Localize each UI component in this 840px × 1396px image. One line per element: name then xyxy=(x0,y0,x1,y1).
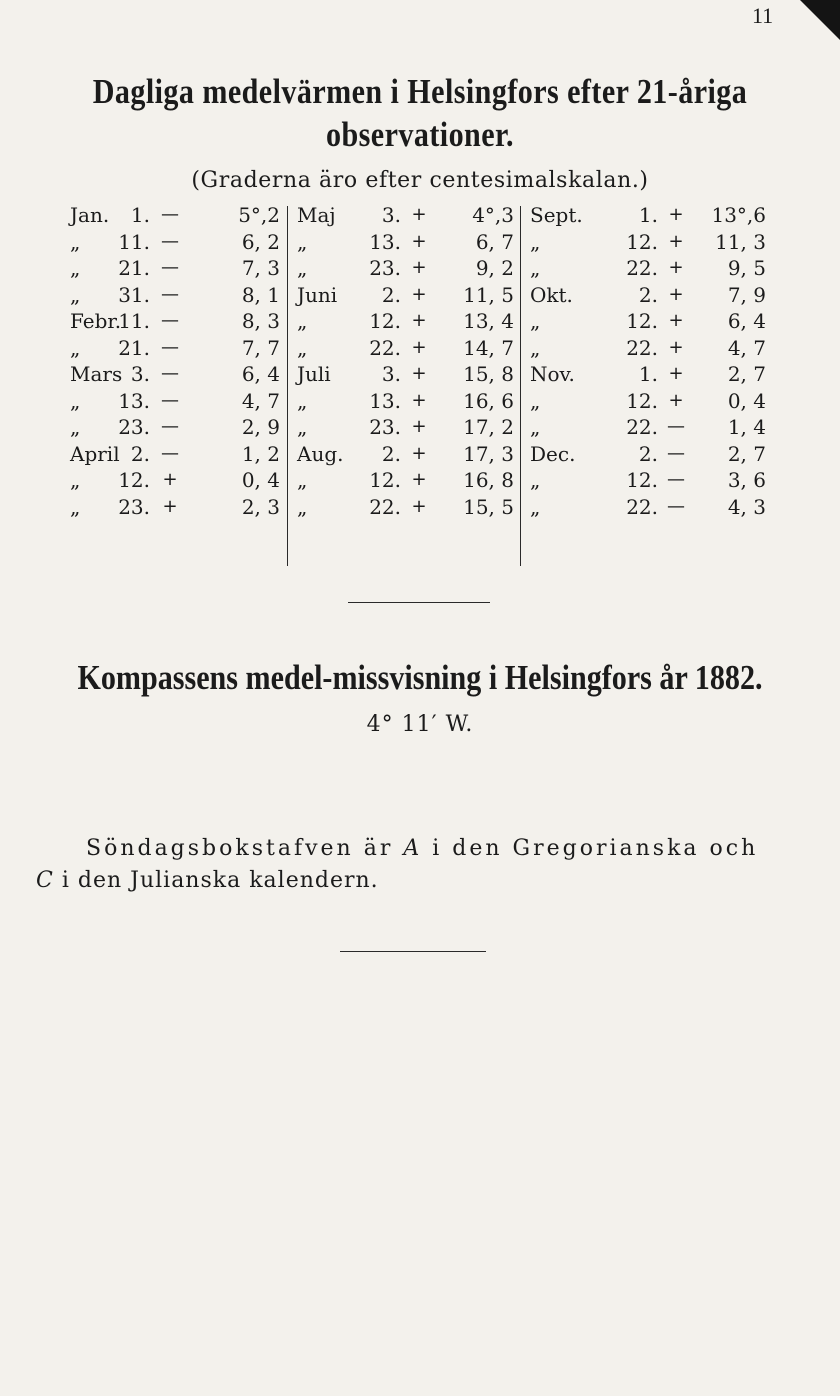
month-cell: „ xyxy=(297,388,308,413)
month-cell: „ xyxy=(530,335,541,360)
day-cell: 3. xyxy=(381,362,401,386)
value-cell: 15, 8 xyxy=(463,362,514,386)
month-cell: „ xyxy=(70,494,81,519)
sign-cell: — xyxy=(161,416,179,437)
month-cell: „ xyxy=(70,256,81,280)
month-cell: „ xyxy=(297,415,308,439)
table-row xyxy=(297,494,517,521)
month-cell: „ xyxy=(70,335,81,360)
sign-cell: + xyxy=(668,257,684,278)
month-cell: „ xyxy=(530,256,541,280)
table-row xyxy=(530,229,770,256)
month-cell: „ xyxy=(70,415,81,439)
day-cell: 2. xyxy=(638,282,658,307)
month-cell: „ xyxy=(297,335,308,360)
value-cell: 1, 2 xyxy=(241,441,280,466)
table-row xyxy=(297,388,517,415)
table-row xyxy=(297,335,517,362)
table-column-summer xyxy=(297,202,517,520)
day-cell: 22. xyxy=(369,335,401,360)
table-row xyxy=(70,441,285,468)
letter-a: A xyxy=(403,836,423,861)
day-cell: 3. xyxy=(130,362,150,386)
table-row xyxy=(530,361,770,388)
sign-cell: + xyxy=(411,336,427,358)
sign-cell: + xyxy=(411,204,427,225)
month-cell: Febr. xyxy=(70,309,122,333)
day-cell: 21. xyxy=(118,256,150,280)
table-row xyxy=(530,308,770,335)
sign-cell: — xyxy=(161,363,179,384)
sign-cell: — xyxy=(161,310,179,331)
value-cell: 16, 6 xyxy=(463,388,514,413)
sign-cell: + xyxy=(668,389,684,411)
day-cell: 13. xyxy=(369,388,401,413)
sign-cell: + xyxy=(668,230,684,252)
note-line-2 xyxy=(36,868,379,893)
month-cell: „ xyxy=(530,415,541,439)
day-cell: 3. xyxy=(381,203,401,227)
value-cell: 7, 3 xyxy=(241,256,280,280)
sign-cell: — xyxy=(667,495,685,517)
value-cell: 6, 4 xyxy=(727,309,766,333)
day-cell: 22. xyxy=(369,494,401,519)
day-cell: 22. xyxy=(626,256,658,280)
value-cell: 16, 8 xyxy=(463,468,514,492)
value-cell: 4, 7 xyxy=(727,335,766,360)
value-cell: 3, 6 xyxy=(727,468,766,492)
value-cell: 1, 4 xyxy=(727,415,766,439)
table-row xyxy=(530,414,770,441)
day-cell: 2. xyxy=(381,282,401,307)
page-number: 11 xyxy=(752,3,774,28)
day-cell: 12. xyxy=(118,468,150,492)
day-cell: 23. xyxy=(118,415,150,439)
table-row xyxy=(297,308,517,335)
month-cell: Okt. xyxy=(530,282,573,307)
table-row xyxy=(297,282,517,309)
sign-cell: + xyxy=(411,389,427,411)
table-row xyxy=(70,388,285,415)
table-row xyxy=(70,229,285,256)
sign-cell: + xyxy=(668,336,684,358)
sign-cell: + xyxy=(162,495,178,517)
day-cell: 22. xyxy=(626,335,658,360)
value-cell: 17, 2 xyxy=(463,415,514,439)
table-row xyxy=(530,255,770,282)
day-cell: 11. xyxy=(118,309,150,333)
sign-cell: + xyxy=(668,310,684,331)
month-cell: Nov. xyxy=(530,362,575,386)
month-cell: Dec. xyxy=(530,441,576,466)
divider-rule xyxy=(348,602,490,603)
day-cell: 13. xyxy=(118,388,150,413)
month-cell: Jan. xyxy=(70,203,110,227)
day-cell: 12. xyxy=(369,309,401,333)
declination-value: 4° 11′ W. xyxy=(366,712,474,737)
value-cell: 15, 5 xyxy=(463,494,514,519)
table-row xyxy=(70,467,285,494)
note-text: i den Gregorianska och xyxy=(422,836,759,861)
value-cell: 8, 3 xyxy=(241,309,280,333)
table-row xyxy=(530,388,770,415)
day-cell: 2. xyxy=(381,441,401,466)
table-row xyxy=(530,494,770,521)
month-cell: „ xyxy=(297,309,308,333)
table-column-winter xyxy=(70,202,285,520)
value-cell: 14, 7 xyxy=(463,335,514,360)
note-line-1 xyxy=(86,836,758,861)
value-cell: 7, 7 xyxy=(241,335,280,360)
month-cell: „ xyxy=(297,494,308,519)
day-cell: 31. xyxy=(118,282,150,307)
table-row xyxy=(297,255,517,282)
note-text: i den Julianska kalendern. xyxy=(53,868,379,893)
sign-cell: — xyxy=(667,416,685,437)
sign-cell: — xyxy=(161,204,179,225)
sign-cell: + xyxy=(411,469,427,490)
day-cell: 22. xyxy=(626,494,658,519)
day-cell: 2. xyxy=(130,441,150,466)
table-row xyxy=(530,467,770,494)
table-row xyxy=(530,202,770,229)
day-cell: 12. xyxy=(626,229,658,254)
page-corner-mark xyxy=(800,0,840,40)
month-cell: „ xyxy=(530,468,541,492)
value-cell: 2, 9 xyxy=(241,415,280,439)
sign-cell: + xyxy=(668,363,684,384)
table-row xyxy=(297,441,517,468)
sign-cell: — xyxy=(161,336,179,358)
sign-cell: — xyxy=(161,230,179,252)
day-cell: 11. xyxy=(118,229,150,254)
sign-cell: + xyxy=(162,469,178,490)
value-cell: 2, 7 xyxy=(727,441,766,466)
month-cell: Juni xyxy=(297,282,338,307)
day-cell: 21. xyxy=(118,335,150,360)
table-row xyxy=(530,441,770,468)
divider-rule xyxy=(340,951,486,952)
subtitle: (Graderna äro efter centesimalskalan.) xyxy=(191,168,649,193)
month-cell: „ xyxy=(530,229,541,254)
day-cell: 13. xyxy=(369,229,401,254)
sign-cell: — xyxy=(161,257,179,278)
day-cell: 23. xyxy=(118,494,150,519)
month-cell: „ xyxy=(70,229,81,254)
value-cell: 11, 3 xyxy=(715,229,766,254)
value-cell: 0, 4 xyxy=(727,388,766,413)
month-cell: „ xyxy=(70,468,81,492)
value-cell: 6, 2 xyxy=(241,229,280,254)
sign-cell: + xyxy=(411,257,427,278)
table-row xyxy=(70,335,285,362)
day-cell: 12. xyxy=(369,468,401,492)
day-cell: 2. xyxy=(638,441,658,466)
sign-cell: — xyxy=(161,442,179,464)
table-row xyxy=(530,335,770,362)
sign-cell: — xyxy=(667,442,685,464)
column-divider xyxy=(520,206,521,566)
value-cell: 17, 3 xyxy=(463,441,514,466)
table-row xyxy=(70,361,285,388)
table-row xyxy=(297,229,517,256)
sign-cell: + xyxy=(411,442,427,464)
month-cell: „ xyxy=(297,468,308,492)
value-cell: 7, 9 xyxy=(727,282,766,307)
day-cell: 23. xyxy=(369,256,401,280)
column-divider xyxy=(287,206,288,566)
section-heading: Kompassens medel-missvisning i Helsingfors år 1882. xyxy=(77,658,763,697)
sign-cell: — xyxy=(667,469,685,490)
page-title: Dagliga medelvärmen i Helsingfors efter 21-åriga xyxy=(92,72,748,111)
value-cell: 9, 5 xyxy=(727,256,766,280)
sign-cell: + xyxy=(668,204,684,225)
sign-cell: + xyxy=(411,416,427,437)
value-cell: 13, 4 xyxy=(463,309,514,333)
month-cell: Sept. xyxy=(530,203,583,227)
value-cell: 0, 4 xyxy=(241,468,280,492)
month-cell: Mars xyxy=(70,362,123,386)
table-row xyxy=(530,282,770,309)
table-row xyxy=(70,414,285,441)
sign-cell: + xyxy=(411,310,427,331)
letter-c: C xyxy=(36,868,54,893)
value-cell: 4°,3 xyxy=(472,203,514,227)
day-cell: 1. xyxy=(130,203,150,227)
month-cell: „ xyxy=(530,494,541,519)
value-cell: 4, 7 xyxy=(241,388,280,413)
table-row xyxy=(70,494,285,521)
day-cell: 12. xyxy=(626,309,658,333)
sign-cell: — xyxy=(161,389,179,411)
temperature-table xyxy=(70,202,770,566)
table-row xyxy=(70,282,285,309)
day-cell: 1. xyxy=(638,203,658,227)
table-row xyxy=(297,202,517,229)
table-row xyxy=(70,308,285,335)
month-cell: Juli xyxy=(297,362,331,386)
value-cell: 2, 7 xyxy=(727,362,766,386)
sign-cell: + xyxy=(668,283,684,305)
sign-cell: + xyxy=(411,283,427,305)
value-cell: 13°,6 xyxy=(711,203,766,227)
month-cell: „ xyxy=(530,388,541,413)
table-row xyxy=(70,255,285,282)
sign-cell: — xyxy=(161,283,179,305)
page-title-continued: observationer. xyxy=(325,115,514,154)
month-cell: Maj xyxy=(297,203,336,227)
day-cell: 23. xyxy=(369,415,401,439)
table-column-autumn xyxy=(530,202,770,520)
month-cell: „ xyxy=(297,229,308,254)
day-cell: 12. xyxy=(626,468,658,492)
table-row xyxy=(297,361,517,388)
value-cell: 2, 3 xyxy=(241,494,280,519)
day-cell: 1. xyxy=(638,362,658,386)
value-cell: 6, 4 xyxy=(241,362,280,386)
note-text: Söndagsbokstafven är xyxy=(86,836,404,861)
month-cell: „ xyxy=(70,282,81,307)
table-row xyxy=(70,202,285,229)
sign-cell: + xyxy=(411,495,427,517)
day-cell: 22. xyxy=(626,415,658,439)
value-cell: 9, 2 xyxy=(475,256,514,280)
month-cell: Aug. xyxy=(297,441,344,466)
table-row xyxy=(297,414,517,441)
month-cell: „ xyxy=(70,388,81,413)
month-cell: „ xyxy=(530,309,541,333)
sign-cell: + xyxy=(411,230,427,252)
table-row xyxy=(297,467,517,494)
value-cell: 6, 7 xyxy=(475,229,514,254)
value-cell: 8, 1 xyxy=(241,282,280,307)
value-cell: 4, 3 xyxy=(727,494,766,519)
value-cell: 5°,2 xyxy=(238,203,280,227)
month-cell: „ xyxy=(297,256,308,280)
sign-cell: + xyxy=(411,363,427,384)
month-cell: April xyxy=(70,441,120,466)
value-cell: 11, 5 xyxy=(463,282,514,307)
day-cell: 12. xyxy=(626,388,658,413)
